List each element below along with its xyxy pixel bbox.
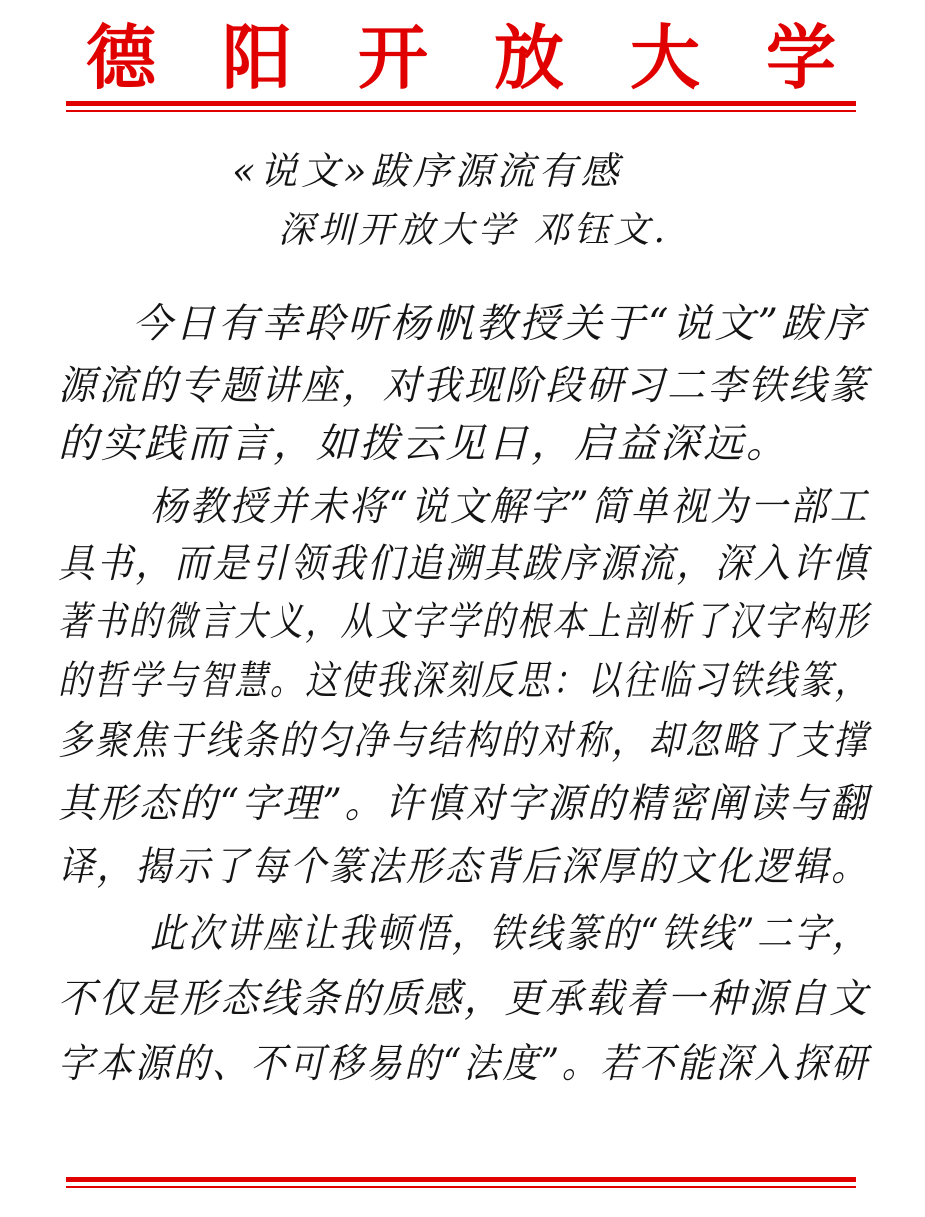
text-line: 字本源的、不可移易的“法度”。若不能深入探研 (58, 1041, 870, 1087)
text-line: 源流的专题讲座，对我现阶段研习二李铁线篆 (58, 363, 870, 409)
letterhead-char: 学 (766, 16, 836, 99)
article-title: «说文»跋序源流有感 (232, 149, 623, 193)
text-line: 此次讲座让我顿悟，铁线篆的“铁线”二字， (150, 911, 870, 957)
text-line: 不仅是形态线条的质感，更承载着一种源自文 (58, 976, 870, 1022)
letterhead-char: 大 (630, 16, 700, 99)
text-line: 译，揭示了每个篆法形态背后深厚的文化逻辑。 (58, 844, 870, 890)
letterhead-char: 德 (86, 16, 156, 99)
text-line: 的哲学与智慧。这使我深刻反思：以往临习铁线篆， (58, 658, 870, 704)
text-line: 具书，而是引领我们追溯其跋序源流，深入许慎 (58, 541, 870, 587)
text-line: 今日有幸聆听杨帆教授关于“说文”跋序 (132, 301, 867, 347)
footer-rule-thick (66, 1177, 856, 1182)
article-byline: 深圳开放大学 邓钰文. (278, 210, 669, 251)
header-rule-thick (66, 101, 856, 106)
letterhead-title (66, 18, 856, 98)
text-line: 多聚焦于线条的匀净与结构的对称，却忽略了支撑 (58, 718, 870, 764)
header-rule-thin (66, 110, 856, 112)
text-line: 著书的微言大义，从文字学的根本上剖析了汉字构形 (58, 599, 870, 645)
footer-rule-thin (66, 1186, 856, 1188)
letterhead-char: 开 (358, 16, 428, 99)
text-line: 杨教授并未将“说文解字”简单视为一部工 (150, 484, 870, 530)
letterhead-char: 放 (494, 16, 564, 99)
text-line: 其形态的“字理”。许慎对字源的精密阐读与翻 (58, 781, 871, 827)
text-line: 的实践而言，如拨云见日，启益深远。 (58, 421, 789, 467)
letterhead-char: 阳 (222, 16, 292, 99)
